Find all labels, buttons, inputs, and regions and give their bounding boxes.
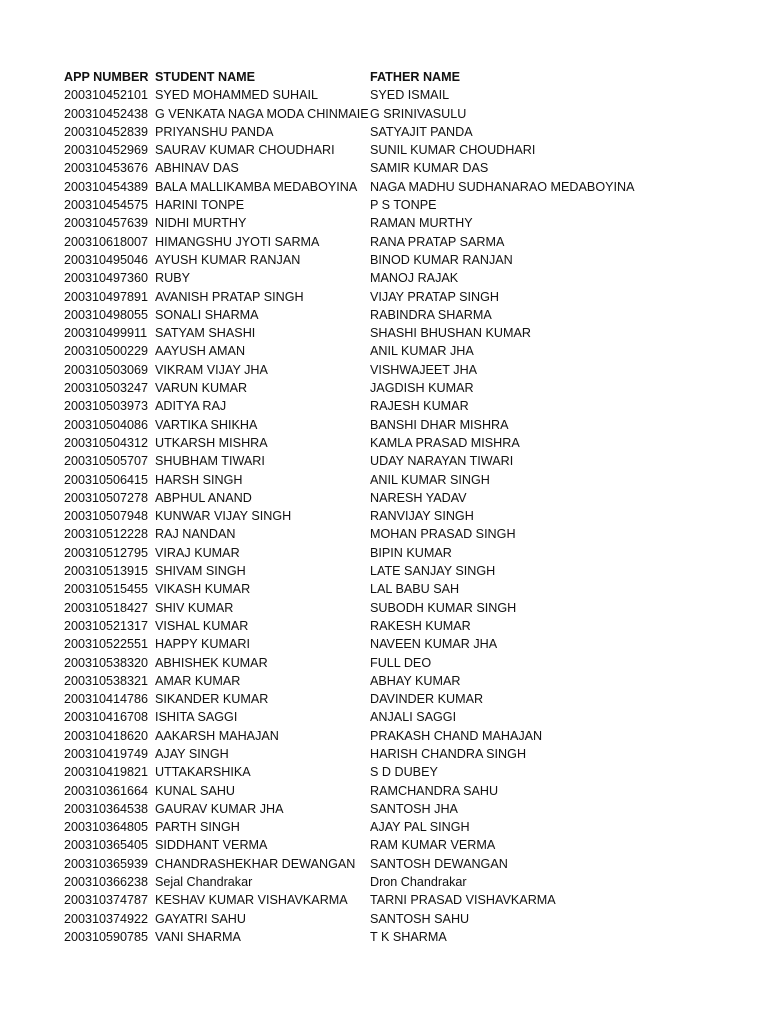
cell-father-name: RAMAN MURTHY	[370, 216, 473, 231]
header-app-number: APP NUMBER	[64, 70, 149, 84]
cell-student-name: UTTAKARSHIKA	[155, 765, 251, 780]
cell-app-number: 200310513915	[64, 564, 149, 579]
cell-app-number: 200310538320	[64, 655, 149, 670]
cell-app-number: 200310503973	[64, 399, 149, 414]
header-father-name: FATHER NAME	[370, 70, 461, 84]
cell-student-name: AMAR KUMAR	[155, 673, 241, 688]
cell-father-name: TARNI PRASAD VISHAVKARMA	[370, 893, 556, 908]
cell-student-name: AYUSH KUMAR RANJAN	[155, 252, 301, 267]
cell-app-number: 200310419749	[64, 746, 149, 761]
cell-father-name: RABINDRA SHARMA	[370, 307, 492, 322]
cell-student-name: SATYAM SHASHI	[155, 326, 256, 341]
header-student-name: STUDENT NAME	[155, 70, 256, 84]
cell-student-name: ABHINAV DAS	[155, 161, 239, 176]
cell-student-name: SHUBHAM TIWARI	[155, 454, 265, 469]
table-row	[64, 855, 704, 873]
cell-app-number: 200310366238	[64, 875, 149, 890]
cell-app-number: 200310416708	[64, 710, 149, 725]
table-row	[64, 544, 704, 562]
cell-app-number: 200310495046	[64, 252, 149, 267]
cell-student-name: VANI SHARMA	[155, 929, 241, 944]
cell-student-name: ABHISHEK KUMAR	[155, 655, 268, 670]
table-row	[64, 727, 704, 745]
cell-father-name: SUNIL KUMAR CHOUDHARI	[370, 143, 536, 158]
cell-father-name: P S TONPE	[370, 198, 437, 213]
table-row	[64, 599, 704, 617]
cell-student-name: CHANDRASHEKHAR DEWANGAN	[155, 856, 356, 871]
cell-father-name: LAL BABU SAH	[370, 582, 460, 597]
table-row	[64, 471, 704, 489]
cell-student-name: AJAY SINGH	[155, 746, 229, 761]
cell-father-name: LATE SANJAY SINGH	[370, 564, 496, 579]
cell-app-number: 200310452839	[64, 124, 149, 139]
cell-student-name: ABPHUL ANAND	[155, 490, 252, 505]
cell-father-name: SAMIR KUMAR DAS	[370, 161, 489, 176]
cell-father-name: NAGA MADHU SUDHANARAO MEDABOYINA	[370, 179, 635, 194]
cell-student-name: SIDDHANT VERMA	[155, 838, 268, 853]
cell-app-number: 200310522551	[64, 637, 149, 652]
cell-father-name: VISHWAJEET JHA	[370, 362, 478, 377]
cell-father-name: RANVIJAY SINGH	[370, 509, 474, 524]
cell-father-name: SUBODH KUMAR SINGH	[370, 600, 517, 615]
cell-app-number: 200310414786	[64, 692, 149, 707]
cell-app-number: 200310507948	[64, 509, 149, 524]
cell-app-number: 200310521317	[64, 618, 149, 633]
cell-father-name: BANSHI DHAR MISHRA	[370, 417, 509, 432]
cell-app-number: 200310497360	[64, 271, 149, 286]
table-row	[64, 672, 704, 690]
cell-student-name: SYED MOHAMMED SUHAIL	[155, 88, 319, 103]
cell-app-number: 200310538321	[64, 673, 149, 688]
cell-father-name: KAMLA PRASAD MISHRA	[370, 435, 520, 450]
cell-student-name: VIRAJ KUMAR	[155, 545, 240, 560]
cell-father-name: T K SHARMA	[370, 929, 447, 944]
table-row	[64, 123, 704, 141]
table-row	[64, 306, 704, 324]
cell-student-name: VIKASH KUMAR	[155, 582, 251, 597]
cell-father-name: SANTOSH SAHU	[370, 911, 470, 926]
cell-father-name: BINOD KUMAR RANJAN	[370, 252, 513, 267]
table-row	[64, 891, 704, 909]
cell-student-name: AAYUSH AMAN	[155, 344, 246, 359]
table-row	[64, 763, 704, 781]
cell-student-name: ISHITA SAGGI	[155, 710, 238, 725]
table-row	[64, 910, 704, 928]
cell-father-name: RAKESH KUMAR	[370, 618, 471, 633]
table-row	[64, 214, 704, 232]
table-row	[64, 233, 704, 251]
cell-student-name: KUNWAR VIJAY SINGH	[155, 509, 292, 524]
cell-father-name: JAGDISH KUMAR	[370, 381, 474, 396]
table-row	[64, 873, 704, 891]
cell-student-name: KESHAV KUMAR VISHAVKARMA	[155, 893, 348, 908]
cell-student-name: SHIVAM SINGH	[155, 564, 246, 579]
cell-father-name: NAVEEN KUMAR JHA	[370, 637, 498, 652]
cell-app-number: 200310419821	[64, 765, 149, 780]
cell-father-name: VIJAY PRATAP SINGH	[370, 289, 500, 304]
cell-father-name: MANOJ RAJAK	[370, 271, 459, 286]
cell-student-name: HARINI TONPE	[155, 198, 245, 213]
cell-father-name: G SRINIVASULU	[370, 106, 467, 121]
table-row	[64, 251, 704, 269]
cell-father-name: SANTOSH DEWANGAN	[370, 856, 508, 871]
cell-app-number: 200310518427	[64, 600, 149, 615]
cell-app-number: 200310457639	[64, 216, 149, 231]
table-row	[64, 288, 704, 306]
cell-student-name: KUNAL SAHU	[155, 783, 236, 798]
table-row	[64, 434, 704, 452]
cell-student-name: PRIYANSHU PANDA	[155, 124, 274, 139]
table-row	[64, 654, 704, 672]
table-row	[64, 782, 704, 800]
table-row	[64, 178, 704, 196]
cell-student-name: SONALI SHARMA	[155, 307, 259, 322]
cell-app-number: 200310507278	[64, 490, 149, 505]
cell-student-name: VIKRAM VIJAY JHA	[155, 362, 268, 377]
table-row	[64, 800, 704, 818]
cell-app-number: 200310512795	[64, 545, 149, 560]
cell-app-number: 200310454389	[64, 179, 149, 194]
cell-father-name: RAM KUMAR VERMA	[370, 838, 496, 853]
cell-app-number: 200310364805	[64, 820, 149, 835]
cell-app-number: 200310361664	[64, 783, 149, 798]
cell-student-name: RUBY	[155, 271, 190, 286]
cell-father-name: MOHAN PRASAD SINGH	[370, 527, 516, 542]
table-row	[64, 818, 704, 836]
table-row	[64, 745, 704, 763]
table-row	[64, 105, 704, 123]
table-row	[64, 269, 704, 287]
table-row	[64, 416, 704, 434]
cell-student-name: SIKANDER KUMAR	[155, 692, 269, 707]
cell-student-name: SHIV KUMAR	[155, 600, 234, 615]
table-row	[64, 562, 704, 580]
cell-app-number: 200310452438	[64, 106, 149, 121]
table-row	[64, 525, 704, 543]
table-row	[64, 489, 704, 507]
cell-student-name: AVANISH PRATAP SINGH	[155, 289, 304, 304]
cell-app-number: 200310374787	[64, 893, 149, 908]
cell-app-number: 200310504312	[64, 435, 149, 450]
cell-student-name: SAURAV KUMAR CHOUDHARI	[155, 143, 335, 158]
table-header-row	[64, 68, 704, 86]
cell-student-name: VARTIKA SHIKHA	[155, 417, 258, 432]
table-row	[64, 379, 704, 397]
table-row	[64, 928, 704, 946]
cell-app-number: 200310498055	[64, 307, 149, 322]
table-row	[64, 196, 704, 214]
cell-app-number: 200310497891	[64, 289, 149, 304]
cell-father-name: HARISH CHANDRA SINGH	[370, 746, 527, 761]
cell-father-name: PRAKASH CHAND MAHAJAN	[370, 728, 543, 743]
cell-app-number: 200310452969	[64, 143, 149, 158]
table-row	[64, 836, 704, 854]
cell-father-name: RAMCHANDRA SAHU	[370, 783, 499, 798]
cell-student-name: BALA MALLIKAMBA MEDABOYINA	[155, 179, 358, 194]
table-row	[64, 580, 704, 598]
table-row	[64, 635, 704, 653]
cell-father-name: NARESH YADAV	[370, 490, 467, 505]
table-row	[64, 708, 704, 726]
table-row	[64, 452, 704, 470]
cell-father-name: Dron Chandrakar	[370, 875, 467, 890]
cell-father-name: ANIL KUMAR SINGH	[370, 472, 490, 487]
cell-father-name: UDAY NARAYAN TIWARI	[370, 454, 514, 469]
cell-father-name: ANJALI SAGGI	[370, 710, 457, 725]
cell-app-number: 200310515455	[64, 582, 149, 597]
cell-father-name: S D DUBEY	[370, 765, 438, 780]
table-row	[64, 690, 704, 708]
cell-app-number: 200310364538	[64, 801, 149, 816]
cell-app-number: 200310365405	[64, 838, 149, 853]
cell-student-name: NIDHI MURTHY	[155, 216, 247, 231]
cell-app-number: 200310590785	[64, 929, 149, 944]
cell-father-name: ANIL KUMAR JHA	[370, 344, 474, 359]
cell-student-name: ADITYA RAJ	[155, 399, 227, 414]
table-row	[64, 342, 704, 360]
table-row	[64, 141, 704, 159]
student-list-table	[64, 68, 704, 946]
cell-father-name: ABHAY KUMAR	[370, 673, 461, 688]
cell-app-number: 200310453676	[64, 161, 149, 176]
cell-app-number: 200310452101	[64, 88, 149, 103]
cell-student-name: HIMANGSHU JYOTI SARMA	[155, 234, 320, 249]
cell-app-number: 200310506415	[64, 472, 149, 487]
cell-app-number: 200310418620	[64, 728, 149, 743]
cell-student-name: VISHAL KUMAR	[155, 618, 249, 633]
cell-app-number: 200310505707	[64, 454, 149, 469]
cell-student-name: HAPPY KUMARI	[155, 637, 250, 652]
cell-father-name: RAJESH KUMAR	[370, 399, 469, 414]
cell-app-number: 200310365939	[64, 856, 149, 871]
cell-father-name: FULL DEO	[370, 655, 432, 670]
cell-app-number: 200310512228	[64, 527, 149, 542]
cell-student-name: UTKARSH MISHRA	[155, 435, 268, 450]
cell-app-number: 200310374922	[64, 911, 149, 926]
cell-student-name: GAYATRI SAHU	[155, 911, 246, 926]
table-row	[64, 361, 704, 379]
table-body	[64, 86, 704, 946]
cell-student-name: AAKARSH MAHAJAN	[155, 728, 279, 743]
cell-student-name: Sejal Chandrakar	[155, 875, 253, 890]
cell-father-name: SATYAJIT PANDA	[370, 124, 473, 139]
cell-father-name: SYED ISMAIL	[370, 88, 450, 103]
cell-student-name: G VENKATA NAGA MODA CHINMAIE	[155, 106, 369, 121]
cell-app-number: 200310500229	[64, 344, 149, 359]
table-row	[64, 397, 704, 415]
cell-app-number: 200310454575	[64, 198, 149, 213]
cell-student-name: VARUN KUMAR	[155, 381, 248, 396]
cell-app-number: 200310618007	[64, 234, 149, 249]
table-row	[64, 159, 704, 177]
cell-father-name: BIPIN KUMAR	[370, 545, 452, 560]
cell-father-name: SHASHI BHUSHAN KUMAR	[370, 326, 531, 341]
cell-app-number: 200310503247	[64, 381, 149, 396]
cell-father-name: AJAY PAL SINGH	[370, 820, 470, 835]
table-row	[64, 324, 704, 342]
cell-app-number: 200310503069	[64, 362, 149, 377]
table-row	[64, 617, 704, 635]
cell-app-number: 200310504086	[64, 417, 149, 432]
cell-app-number: 200310499911	[64, 326, 148, 341]
cell-student-name: GAURAV KUMAR JHA	[155, 801, 284, 816]
cell-father-name: RANA PRATAP SARMA	[370, 234, 505, 249]
cell-student-name: RAJ NANDAN	[155, 527, 236, 542]
cell-student-name: HARSH SINGH	[155, 472, 243, 487]
table-row	[64, 86, 704, 104]
cell-father-name: DAVINDER KUMAR	[370, 692, 484, 707]
cell-student-name: PARTH SINGH	[155, 820, 240, 835]
table-row	[64, 507, 704, 525]
cell-father-name: SANTOSH JHA	[370, 801, 458, 816]
